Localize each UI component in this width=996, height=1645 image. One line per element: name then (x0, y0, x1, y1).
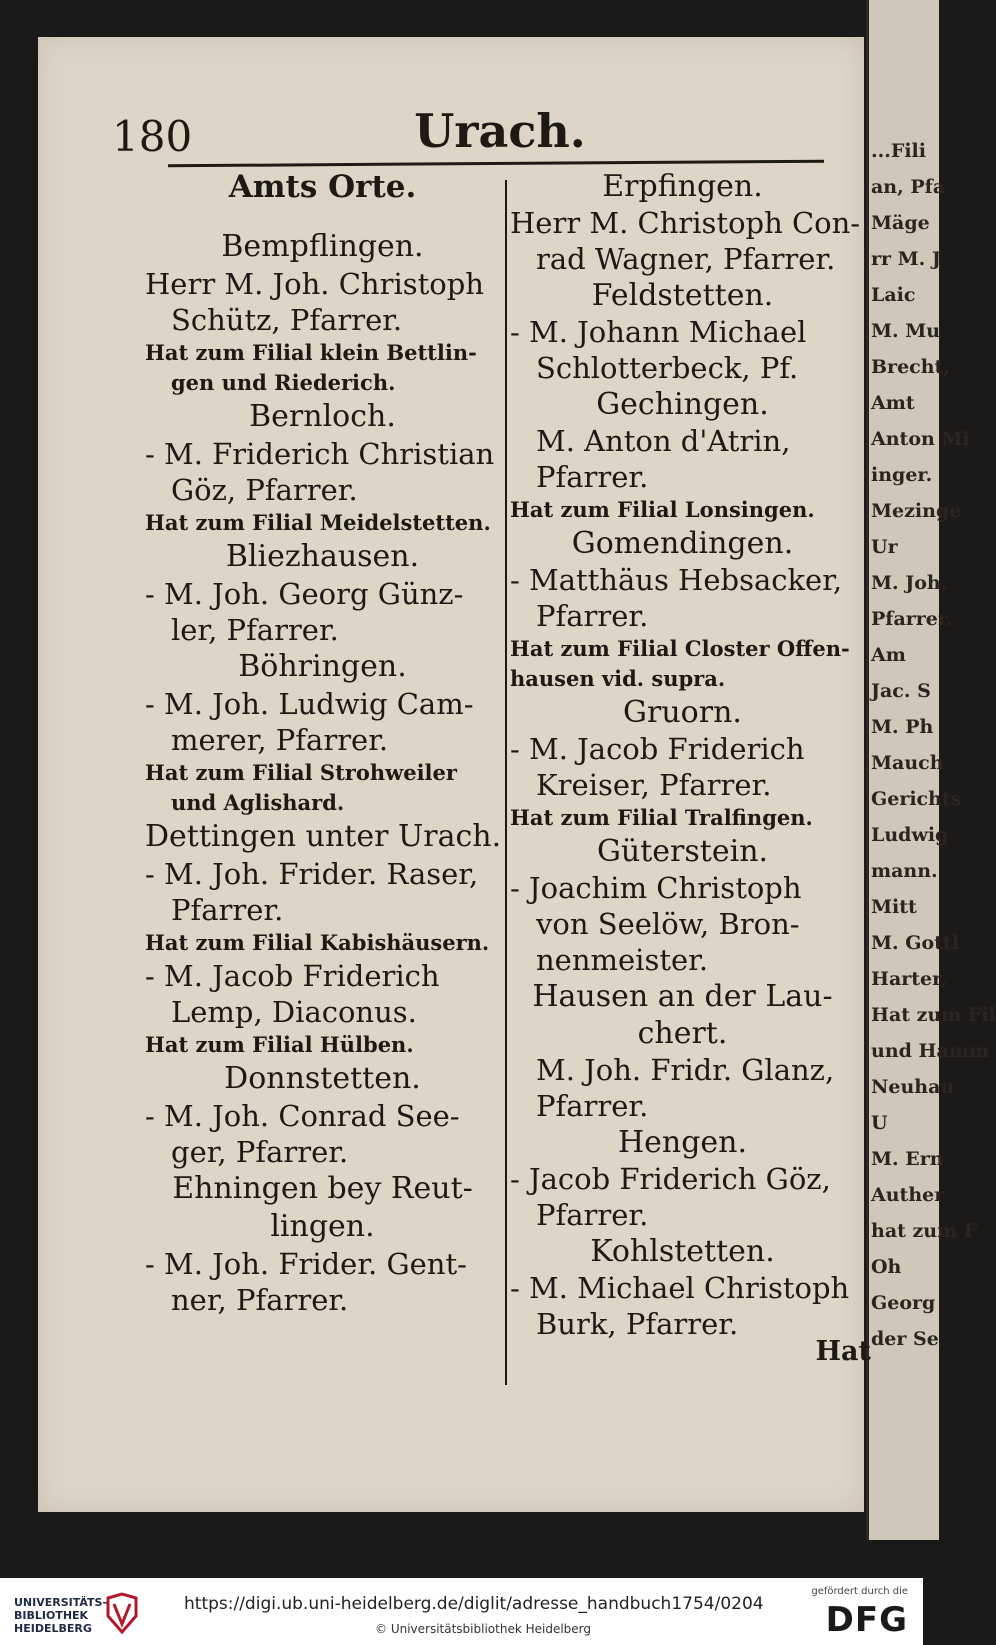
place-line: Güterstein. (596, 834, 769, 869)
facing-page-fragment: Gerichts (871, 788, 962, 810)
facing-page-fragment: Oh (871, 1256, 902, 1278)
funding-caption: gefördert durch die (811, 1586, 908, 1597)
filial-line: Hat zum Filial Strohweiler (145, 760, 457, 785)
place-line: Dettingen unter Urach. (145, 819, 502, 854)
facing-page-fragment: an, Pfa (871, 176, 946, 198)
facing-page-fragment: M. Gottl (871, 932, 959, 954)
place-line: Gechingen. (596, 387, 769, 422)
facing-page-fragment: M. Mu (871, 320, 941, 342)
person-line: Burk, Pfarrer. (536, 1307, 739, 1341)
person-line: Lemp, Diaconus. (171, 995, 417, 1029)
place-line: Feldstetten. (591, 278, 774, 313)
filial-line: Hat zum Filial Tralfingen. (510, 805, 813, 830)
place-line: Ehningen bey Reut- (172, 1171, 473, 1206)
facing-page-fragment: Auther (871, 1184, 945, 1206)
filial-line: und Aglishard. (171, 790, 345, 815)
person-line: - M. Joh. Frider. Raser, (145, 857, 479, 891)
document-url-link[interactable]: https://digi.ub.uni-heidelberg.de/diglit/adresse_handbuch1754/0204 (184, 1594, 764, 1614)
facing-page-fragment: Pfarrer. (871, 608, 953, 630)
person-line: Pfarrer. (536, 1089, 649, 1123)
facing-page-fragment: Mezinge (871, 500, 962, 522)
place-line: Bempflingen. (221, 229, 424, 264)
person-line: Kreiser, Pfarrer. (536, 768, 772, 802)
place-line: Kohlstetten. (590, 1234, 775, 1269)
person-line: - M. Friderich Christian (145, 437, 495, 471)
facing-page-fragment: Mauch (871, 752, 944, 774)
facing-page-fragment: Neuhau (871, 1076, 955, 1098)
filial-line: Hat zum Filial Closter Offen- (510, 636, 850, 661)
facing-page-fragment: Laic (871, 284, 916, 306)
viewer-footer (0, 1578, 923, 1645)
facing-page-fragment: Hat zum Fil (871, 1004, 996, 1026)
person-line: - Matthäus Hebsacker, (510, 563, 843, 597)
filial-line: Hat zum Filial Meidelstetten. (145, 510, 491, 535)
person-line: - M. Jacob Friderich (510, 732, 805, 766)
filial-line: Hat zum Filial Lonsingen. (510, 497, 815, 522)
facing-page-fragment: der Se (871, 1328, 939, 1350)
place-line: chert. (637, 1016, 728, 1051)
person-line: - M. Joh. Frider. Gent- (145, 1247, 467, 1281)
facing-page-edge (866, 0, 996, 1540)
facing-page-fragment: Jac. S (871, 680, 931, 702)
person-line: Herr M. Joh. Christoph (145, 267, 484, 301)
library-logo[interactable] (14, 1588, 174, 1638)
person-line: M. Joh. Fridr. Glanz, (536, 1053, 835, 1087)
running-head: Urach. (414, 104, 586, 158)
person-line: ler, Pfarrer. (171, 613, 339, 647)
person-line: Schlotterbeck, Pf. (536, 351, 799, 385)
place-line: Donnstetten. (224, 1061, 421, 1096)
person-line: - M. Joh. Conrad See- (145, 1099, 460, 1133)
person-line: nenmeister. (536, 943, 709, 977)
library-name (14, 1596, 107, 1635)
facing-page-fragment: Amt (871, 392, 915, 414)
facing-page-fragment: Harter, (871, 968, 948, 990)
facing-page-fragment: hat zum F (871, 1220, 978, 1242)
library-emblem-icon (104, 1592, 140, 1636)
place-line: Gomendingen. (571, 526, 794, 561)
facing-page-fragment: mann. (871, 860, 938, 882)
catchword: Hat (815, 1336, 871, 1367)
page-number: 180 (112, 112, 193, 161)
copyright-notice: © Universitätsbibliothek Heidelberg (375, 1622, 592, 1636)
person-line: ger, Pfarrer. (171, 1135, 349, 1169)
person-line: Schütz, Pfarrer. (171, 303, 403, 337)
person-line: - M. Michael Christoph (510, 1271, 850, 1305)
person-line: - Jacob Friderich Göz, (510, 1162, 831, 1196)
section-line: Amts Orte. (228, 169, 417, 205)
library-name-line: HEIDELBERG (14, 1622, 92, 1635)
place-line: lingen. (270, 1209, 375, 1244)
facing-page-fragment: Ur (871, 536, 898, 558)
funder-badge[interactable] (811, 1584, 916, 1640)
facing-page-fragment: M. Ern (871, 1148, 944, 1170)
person-line: - Joachim Christoph (510, 871, 802, 905)
filial-line: Hat zum Filial Hülben. (145, 1032, 414, 1057)
facing-page-fragment: Mitt (871, 896, 917, 918)
place-line: Hausen an der Lau- (532, 979, 833, 1014)
filial-line: hausen vid. supra. (510, 666, 726, 691)
person-line: - M. Jacob Friderich (145, 959, 440, 993)
person-line: M. Anton d'Atrin, (536, 424, 791, 458)
place-line: Gruorn. (623, 695, 742, 730)
person-line: Pfarrer. (536, 1198, 649, 1232)
person-line: ner, Pfarrer. (171, 1283, 349, 1317)
filial-line: Hat zum Filial Kabishäusern. (145, 930, 490, 955)
facing-page-fragment: Ludwig (871, 824, 949, 846)
place-line: Böhringen. (238, 649, 407, 684)
facing-page-fragment: Am (871, 644, 906, 666)
person-line: Herr M. Christoph Con- (510, 206, 861, 240)
facing-page-fragment: rr M. J (871, 248, 941, 270)
person-line: Pfarrer. (536, 460, 649, 494)
library-name-line: UNIVERSITÄTS- (14, 1596, 108, 1609)
facing-page-fragment: Anton Mi (871, 428, 970, 450)
person-line: - M. Joh. Ludwig Cam- (145, 687, 474, 721)
person-line: - M. Joh. Georg Günz- (145, 577, 464, 611)
person-line: Pfarrer. (171, 893, 284, 927)
facing-page-fragment: inger. (871, 464, 933, 486)
facing-page-fragment: ...Fili (871, 140, 926, 162)
filial-line: gen und Riederich. (171, 370, 396, 395)
person-line: Pfarrer. (536, 599, 649, 633)
facing-page-fragment: Mäge (871, 212, 930, 234)
person-line: Göz, Pfarrer. (171, 473, 358, 507)
place-line: Bernloch. (249, 399, 396, 434)
facing-page-fragment: U (871, 1112, 888, 1134)
library-name-line: BIBLIOTHEK (14, 1609, 89, 1622)
column-divider (505, 180, 507, 1385)
person-line: merer, Pfarrer. (171, 723, 389, 757)
facing-page-fragment: Georg (871, 1292, 936, 1314)
facing-page-fragment: M. Joh. (871, 572, 948, 594)
facing-page-fragment: und Hamm (871, 1040, 989, 1062)
person-line: rad Wagner, Pfarrer. (536, 242, 836, 276)
place-line: Hengen. (617, 1125, 748, 1160)
dfg-logo: DFG (825, 1600, 908, 1640)
facing-page-fragment: M. Ph (871, 716, 934, 738)
facing-page-fragment: Brecht, (871, 356, 950, 378)
place-line: Erpfingen. (602, 169, 763, 204)
person-line: - M. Johann Michael (510, 315, 807, 349)
person-line: von Seelöw, Bron- (536, 907, 800, 941)
place-line: Bliezhausen. (225, 539, 420, 574)
filial-line: Hat zum Filial klein Bettlin- (145, 340, 477, 365)
